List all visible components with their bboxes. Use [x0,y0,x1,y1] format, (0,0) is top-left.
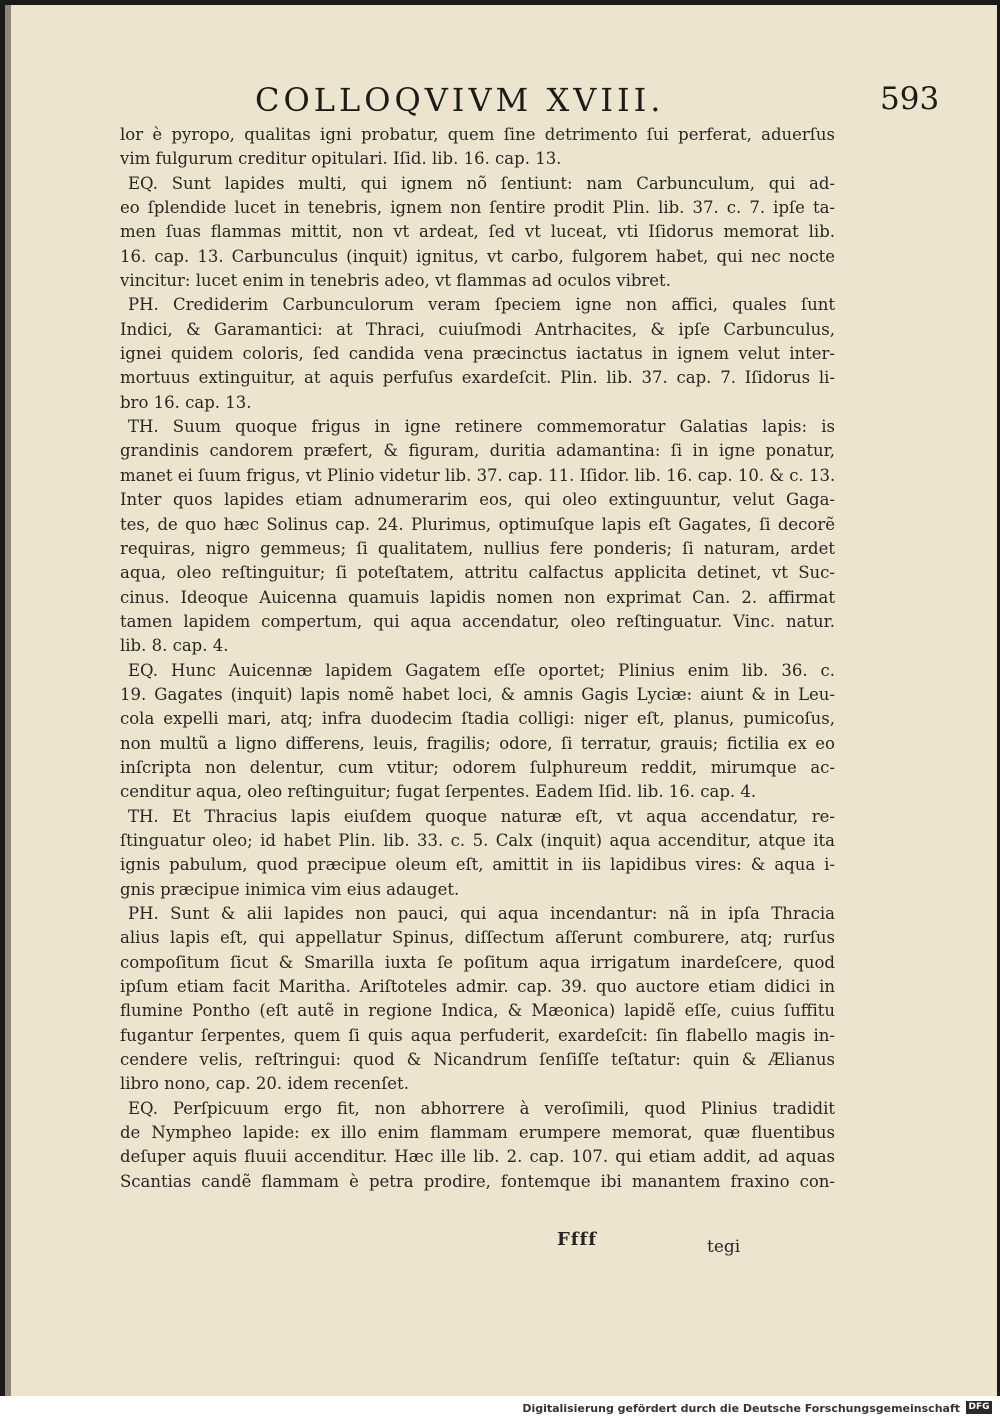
text-line: tamen lapidem compertum, qui aqua accendatur, oleo reſtinguatur. Vinc. natur. [120,611,835,631]
text-line: eo ſplendide lucet in tenebris, ignem non ſentire prodit Plin. lib. 37. c. 7. ipſe ta- [120,198,835,218]
text-line: ignei quidem coloris, ſed candida vena præcinctus iactatus in ignem velut inter- [120,344,835,364]
text-line: requiras, nigro gemmeus; ſi qualitatem, nullius fere ponderis; ſi naturam, ardet [120,538,835,558]
page-number: 593 [880,81,940,117]
text-line: flumine Pontho (eſt autẽ in regione Indica, & Mæonica) lapidẽ eſſe, cuius ſuffitu [120,1001,835,1021]
text-line: PH. Sunt & alii lapides non pauci, qui aqua incendantur: nã in ipſa Thracia [128,904,835,923]
text-line: deſuper aquis fluuii accenditur. Hæc ille lib. 2. cap. 107. qui etiam addit, ad aquas [120,1147,835,1167]
text-line: cenditur aqua, oleo reſtinguitur; fugat ſerpentes. Eadem Iſid. lib. 16. cap. 4. [120,782,757,802]
text-line: non multũ a ligno differens, leuis, fragilis; odore, ſi terratur, grauis; fictilia ex eo [120,733,835,753]
text-line: libro nono, cap. 20. idem recenſet. [120,1074,409,1094]
signature-mark: Ffff [557,1229,598,1250]
text-line: tes, de quo hæc Solinus cap. 24. Plurimus, optimuſque lapis eſt Gagates, ſi decorẽ [120,514,835,534]
text-line: fugantur ſerpentes, quem ſi quis aqua perfuderit, exardeſcit: ſin flabello magis in- [120,1025,835,1045]
text-line: cinus. Ideoque Auicenna quamuis lapidis nomen non exprimat Can. 2. affirmat [120,587,835,607]
text-line: 16. cap. 13. Carbunculus (inquit) ignitus, vt carbo, fulgorem habet, qui nec nocte [120,246,835,266]
text-body [120,123,835,1194]
text-line: mortuus extinguitur, at aquis perfuſus exardeſcit. Plin. lib. 37. cap. 7. Iſidorus li- [120,368,835,388]
text-line: EQ. Sunt lapides multi, qui ignem nõ ſentiunt: nam Carbunculum, qui ad- [128,173,835,193]
text-line: ipſum etiam facit Maritha. Ariſtoteles admir. cap. 39. quo auctore etiam didici in [120,977,835,997]
text-line: vim fulgurum creditur opitulari. Iſid. lib. 16. cap. 13. [120,149,562,169]
text-line: men ſuas flammas mittit, non vt ardeat, ſed vt luceat, vti Iſidorus memorat lib. [120,222,835,242]
catchword: tegi [707,1237,741,1257]
text-line: gnis præcipue inimica vim eius adauget. [120,879,460,899]
text-line: Scantias candẽ flammam è petra prodire, fontemque ibi manantem fraxino con- [120,1171,835,1191]
text-line: TH. Et Thracius lapis eiuſdem quoque naturæ eſt, vt aqua accendatur, re- [128,806,835,826]
text-line: inſcripta non delentur, cum vtitur; odorem ſulphureum reddit, mirumque ac- [120,757,835,777]
dfg-logo-icon: DFG [966,1401,992,1414]
text-line: compoſitum ſicut & Smarilla iuxta ſe poſitum aqua irrigatum inardeſcere, quod [120,952,835,972]
text-line: alius lapis eſt, qui appellatur Spinus, diſſectum aſſerunt comburere, atq; rurſus [120,928,835,948]
text-line: EQ. Perſpicuum ergo fit, non abhorrere à veroſimili, quod Plinius tradidit [128,1098,835,1118]
text-line: 19. Gagates (inquit) lapis nomẽ habet loci, & amnis Gagis Lyciæ: aiunt & in Leu- [120,684,835,704]
running-title: COLLOQVIVM XVIII. [255,81,665,119]
text-line: EQ. Hunc Auicennæ lapidem Gagatem eſſe oportet; Plinius enim lib. 36. c. [128,660,835,680]
text-line: ignis pabulum, quod præcipue oleum eſt, amittit in iis lapidibus vires: & aqua i- [120,855,835,875]
text-line: manet ei ſuum frigus, vt Plinio videtur lib. 37. cap. 11. Iſidor. lib. 16. cap. 10. & c. 13. [120,465,835,485]
footer-credit: Digitalisierung gefördert durch die Deutsche Forschungsgemeinschaft [522,1402,960,1415]
text-line: cendere velis, reſtringui: quod & Nicandrum ſenſiſſe teſtatur: quin & Ælianus [120,1050,835,1070]
text-line: PH. Crediderim Carbunculorum veram ſpeciem igne non affici, quales ſunt [128,295,835,315]
text-line: vincitur: lucet enim in tenebris adeo, vt flammas ad oculos vibret. [120,271,671,291]
text-line: lib. 8. cap. 4. [120,636,229,656]
text-line: bro 16. cap. 13. [120,392,252,412]
book-page [5,5,997,1396]
text-line: aqua, oleo reſtinguitur; ſi poteſtatem, attritu calfactus applicita detinet, vt Suc- [120,563,835,583]
text-line: TH. Suum quoque frigus in igne retinere commemoratur Galatias lapis: is [128,417,835,437]
text-line: cola expelli mari, atq; infra duodecim ſtadia colligi: niger eſt, planus, pumicoſus, [120,709,835,729]
text-line: grandinis candorem præfert, & figuram, duritia adamantina: ſi in igne ponatur, [120,441,835,461]
text-line: Indici, & Garamantici: at Thraci, cuiuſmodi Antrhacites, & ipſe Carbunculus, [120,319,835,339]
text-line: Inter quos lapides etiam adnumerarim eos, qui oleo extinguuntur, velut Gaga- [120,490,835,510]
text-line: lor è pyropo, qualitas igni probatur, quem ſine detrimento ſui perferat, aduerſus [120,125,835,144]
text-line: de Nympheo lapide: ex illo enim flammam erumpere memorat, quæ fluentibus [120,1123,835,1143]
text-line: ſtinguatur oleo; id habet Plin. lib. 33. c. 5. Calx (inquit) aqua accenditur, atque ita [120,830,835,850]
page-binding-edge [5,5,11,1396]
